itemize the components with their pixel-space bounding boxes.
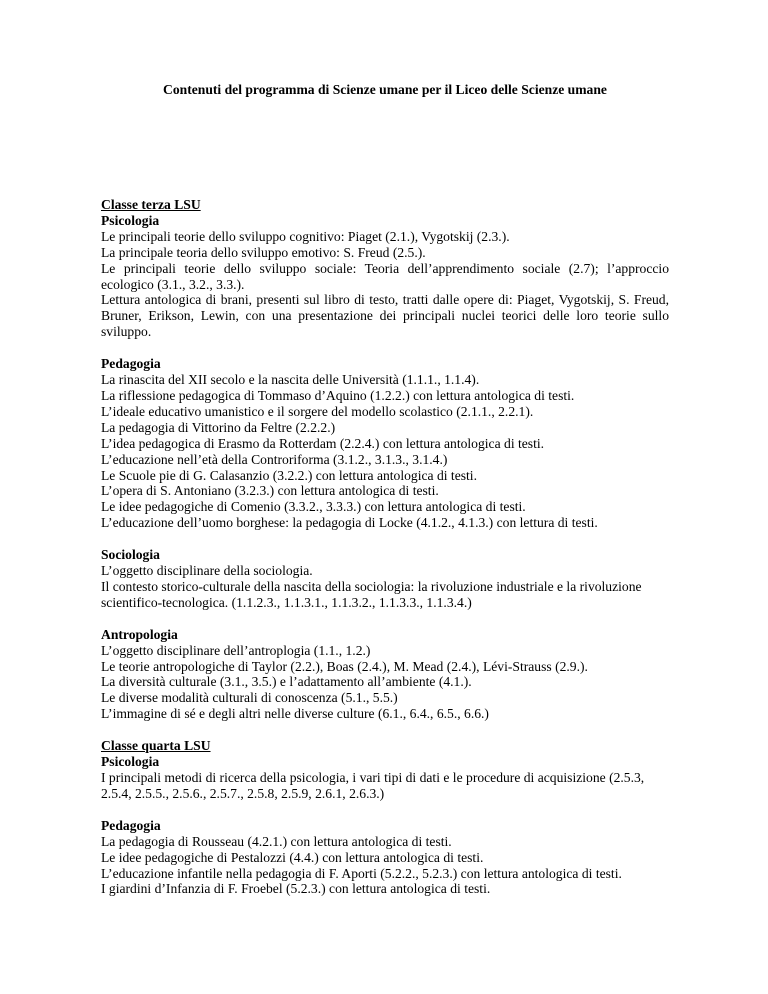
document-title: Contenuti del programma di Scienze umane per il Liceo delle Scienze umane bbox=[163, 82, 607, 97]
list-item: 2.5.4, 2.5.5., 2.5.6., 2.5.7., 2.5.8, 2.5.9, 2.6.1, 2.6.3.) bbox=[101, 785, 385, 801]
section-classe-terza bbox=[101, 197, 669, 722]
list-item: L’educazione infantile nella pedagogia di F. Aporti (5.2.2., 5.2.3.) con lettura antologica di testi. bbox=[101, 865, 622, 881]
subsection-psicologia-quarta bbox=[101, 754, 669, 802]
spacer bbox=[101, 802, 669, 818]
list-item: Le principali teorie dello sviluppo cognitivo: Piaget (2.1.), Vygotskij (2.3.). bbox=[101, 228, 510, 244]
list-item: L’idea pedagogica di Erasmo da Rotterdam (2.2.4.) con lettura antologica di testi. bbox=[101, 435, 545, 451]
subsection-antropologia-terza bbox=[101, 627, 669, 722]
list-item: La rinascita del XII secolo e la nascita delle Università (1.1.1., 1.1.4). bbox=[101, 372, 480, 388]
list-item: Il contesto storico-culturale della nascita della sociologia: la rivoluzione industriale e la rivoluzione bbox=[101, 578, 642, 594]
list-item: Lettura antologica di brani, presenti sul libro di testo, tratti dalle opere di: Piaget, Vygotskij, S. Freud, Bruner, Erikson, Lewin, con una presentazione dei principali nuclei teorici delle loro teorie sullo sviluppo. bbox=[101, 292, 669, 340]
list-item: Le idee pedagogiche di Comenio (3.3.2., 3.3.3.) con lettura antologica di testi. bbox=[101, 499, 526, 515]
list-item: L’immagine di sé e degli altri nelle diverse culture (6.1., 6.4., 6.5., 6.6.) bbox=[101, 706, 489, 722]
spacer bbox=[101, 340, 669, 356]
class-heading-quarta: Classe quarta LSU bbox=[101, 738, 211, 754]
list-item: Le teorie antropologiche di Taylor (2.2.), Boas (2.4.), M. Mead (2.4.), Lévi-Strauss (2.9.). bbox=[101, 658, 588, 674]
list-item: scientifico-tecnologica. (1.1.2.3., 1.1.3.1., 1.1.3.2., 1.1.3.3., 1.1.3.4.) bbox=[101, 594, 472, 610]
list-item: La pedagogia di Rousseau (4.2.1.) con lettura antologica di testi. bbox=[101, 833, 452, 849]
list-item: Le idee pedagogiche di Pestalozzi (4.4.) con lettura antologica di testi. bbox=[101, 849, 484, 865]
spacer bbox=[101, 611, 669, 627]
class-heading-terza: Classe terza LSU bbox=[101, 197, 201, 212]
document-body bbox=[101, 197, 669, 897]
list-item: L’educazione dell’uomo borghese: la pedagogia di Locke (4.1.2., 4.1.3.) con lettura di testi. bbox=[101, 515, 598, 531]
list-item: La pedagogia di Vittorino da Feltre (2.2.2.) bbox=[101, 419, 336, 435]
list-item: Le diverse modalità culturali di conoscenza (5.1., 5.5.) bbox=[101, 690, 398, 706]
list-item: I principali metodi di ricerca della psicologia, i vari tipi di dati e le procedure di acquisizione (2.5.3, bbox=[101, 770, 645, 785]
subject-title-psicologia: Psicologia bbox=[101, 754, 160, 770]
subject-title-pedagogia: Pedagogia bbox=[101, 817, 161, 833]
subsection-psicologia-terza bbox=[101, 213, 669, 340]
list-item: I giardini d’Infanzia di F. Froebel (5.2.3.) con lettura antologica di testi. bbox=[101, 881, 491, 897]
list-item: Le Scuole pie di G. Calasanzio (3.2.2.) con lettura antologica di testi. bbox=[101, 467, 477, 483]
list-item: L’opera di S. Antoniano (3.2.3.) con lettura antologica di testi. bbox=[101, 483, 439, 499]
list-item: L’oggetto disciplinare della sociologia. bbox=[101, 563, 313, 579]
subsection-pedagogia-quarta bbox=[101, 818, 669, 898]
spacer bbox=[101, 722, 669, 738]
list-item: Le principali teorie dello sviluppo sociale: Teoria dell’apprendimento sociale (2.7); l’approccio ecologico (3.1., 3.2., 3.3.). bbox=[101, 260, 669, 292]
list-item: La principale teoria dello sviluppo emotivo: S. Freud (2.5.). bbox=[101, 244, 426, 260]
list-item: L’oggetto disciplinare dell’antroplogia (1.1., 1.2.) bbox=[101, 642, 371, 658]
list-item: La riflessione pedagogica di Tommaso d’Aquino (1.2.2.) con lettura antologica di testi. bbox=[101, 387, 575, 403]
section-classe-quarta bbox=[101, 738, 669, 897]
spacer bbox=[101, 531, 669, 547]
list-item: La diversità culturale (3.1., 3.5.) e l’adattamento all’ambiente (4.1.). bbox=[101, 674, 472, 690]
list-item: L’educazione nell’età della Controriforma (3.1.2., 3.1.3., 3.1.4.) bbox=[101, 451, 448, 467]
subsection-sociologia-terza bbox=[101, 547, 669, 611]
subject-title-psicologia: Psicologia bbox=[101, 212, 160, 228]
subject-title-antropologia: Antropologia bbox=[101, 626, 178, 642]
subsection-pedagogia-terza bbox=[101, 356, 669, 531]
list-item: L’ideale educativo umanistico e il sorgere del modello scolastico (2.1.1., 2.2.1). bbox=[101, 403, 534, 419]
subject-title-sociologia: Sociologia bbox=[101, 547, 160, 563]
subject-title-pedagogia: Pedagogia bbox=[101, 356, 161, 372]
